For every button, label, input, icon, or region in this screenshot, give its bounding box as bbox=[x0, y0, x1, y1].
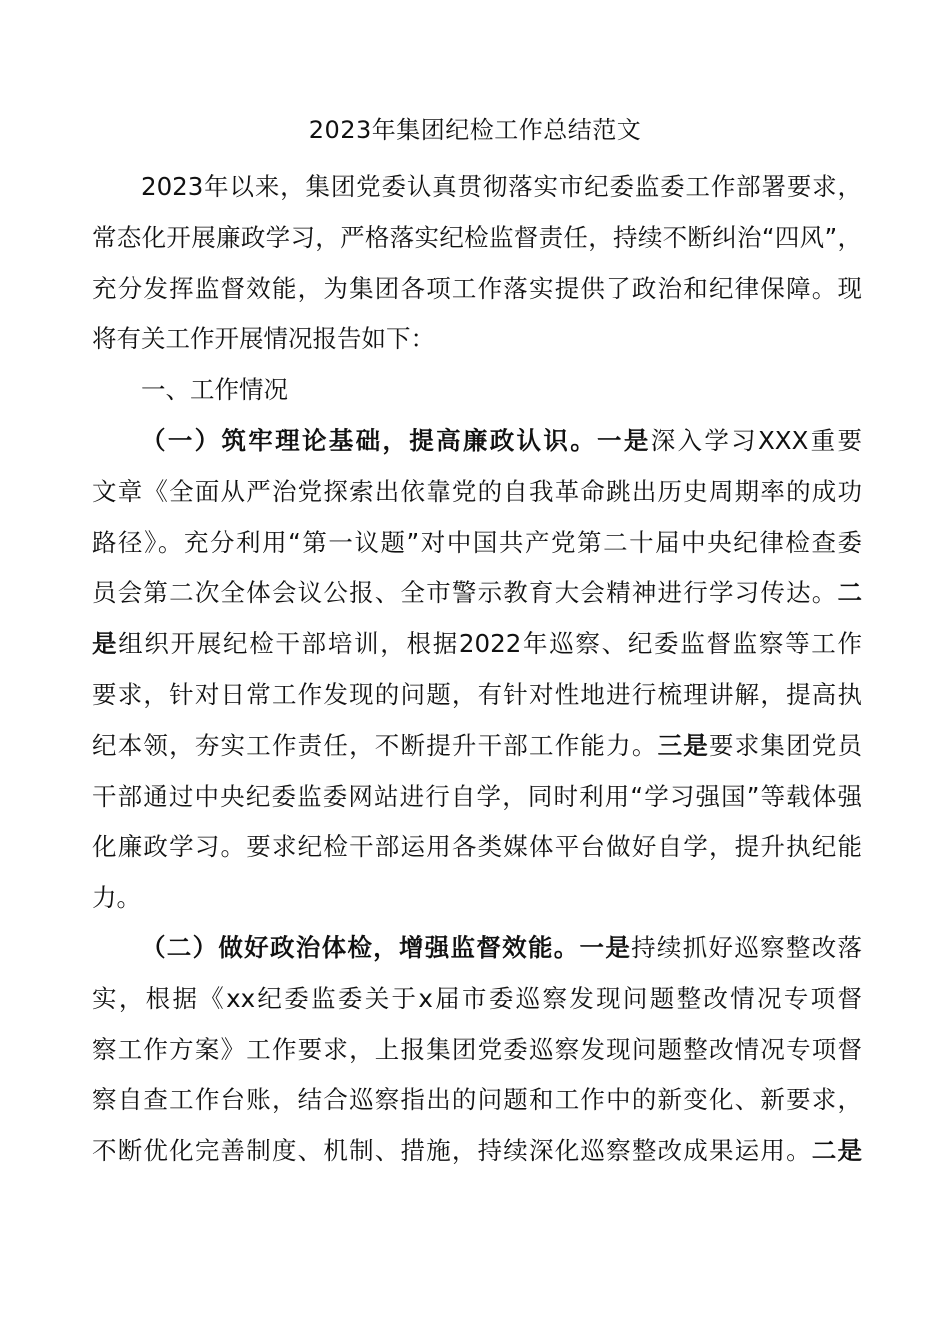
part1-line bbox=[92, 568, 862, 619]
part2-text: 持续抓好巡察整改落 bbox=[631, 933, 863, 962]
part1-line: 力。 bbox=[92, 883, 141, 913]
part1-paragraph bbox=[92, 416, 862, 924]
part1-point-one: 一是 bbox=[597, 426, 651, 455]
document-title: 2023年集团纪检工作总结范文 bbox=[308, 116, 642, 144]
part1-text: 要求集团党员 bbox=[708, 730, 863, 760]
part2-line: 察自查工作台账，结合巡察指出的问题和工作中的新变化、新要求， bbox=[92, 1085, 862, 1115]
part2-line: 察工作方案》工作要求，上报集团党委巡察发现问题整改情况专项督 bbox=[92, 1034, 862, 1064]
part1-text: 组织开展纪检干部培训，根据2022年巡察、纪委监督监察等工作 bbox=[118, 629, 862, 659]
part1-line: 干部通过中央纪委监委网站进行自学，同时利用“学习强国”等载体强 bbox=[92, 781, 862, 811]
part2-heading: （二）做好政治体检，增强监督效能。 bbox=[141, 933, 580, 962]
part2-point-one: 一是 bbox=[579, 933, 632, 962]
part1-heading: （一）筑牢理论基础，提高廉政认识。 bbox=[141, 426, 598, 455]
part2-point-two: 二是 bbox=[811, 1136, 863, 1166]
part1-line bbox=[92, 619, 862, 670]
part1-line: 路径》。充分利用“第一议题”对中国共产党第二十届中央纪律检查委 bbox=[92, 527, 862, 557]
part1-line bbox=[92, 721, 862, 772]
part1-text: 员会第二次全体会议公报、全市警示教育大会精神进行学习传达。 bbox=[92, 578, 838, 608]
part2-text: 不断优化完善制度、机制、措施，持续深化巡察整改成果运用。 bbox=[92, 1136, 812, 1166]
part1-line bbox=[92, 416, 862, 467]
part1-line: 化廉政学习。要求纪检干部运用各类媒体平台做好自学，提升执纪能 bbox=[92, 832, 862, 862]
intro-paragraph bbox=[92, 162, 862, 365]
intro-line: 2023年以来，集团党委认真贯彻落实市纪委监委工作部署要求， bbox=[141, 172, 862, 201]
intro-line: 充分发挥监督效能，为集团各项工作落实提供了政治和纪律保障。现 bbox=[92, 273, 862, 303]
section-heading: 一、工作情况 bbox=[141, 375, 288, 404]
part2-line: 实，根据《xx纪委监委关于x届市委巡察发现问题整改情况专项督 bbox=[92, 983, 862, 1013]
part2-line bbox=[92, 1126, 862, 1177]
part1-text: 深入学习XXX重要 bbox=[650, 426, 863, 455]
intro-line: 常态化开展廉政学习，严格落实纪检监督责任，持续不断纠治“四风”， bbox=[92, 222, 862, 252]
part1-point-three: 三是 bbox=[657, 730, 709, 760]
part1-point-two-b: 是 bbox=[92, 629, 119, 659]
part1-point-two-a: 二 bbox=[837, 578, 862, 608]
intro-line: 将有关工作开展情况报告如下： bbox=[92, 324, 435, 354]
part2-paragraph bbox=[92, 923, 862, 1177]
part1-text: 纪本领，夯实工作责任，不断提升干部工作能力。 bbox=[92, 730, 658, 760]
part2-line bbox=[92, 923, 862, 974]
part1-line: 要求，针对日常工作发现的问题，有针对性地进行梳理讲解，提高执 bbox=[92, 679, 862, 709]
part1-line: 文章《全面从严治党探索出依靠党的自我革命跳出历史周期率的成功 bbox=[92, 476, 862, 506]
section-heading-block bbox=[92, 365, 862, 416]
